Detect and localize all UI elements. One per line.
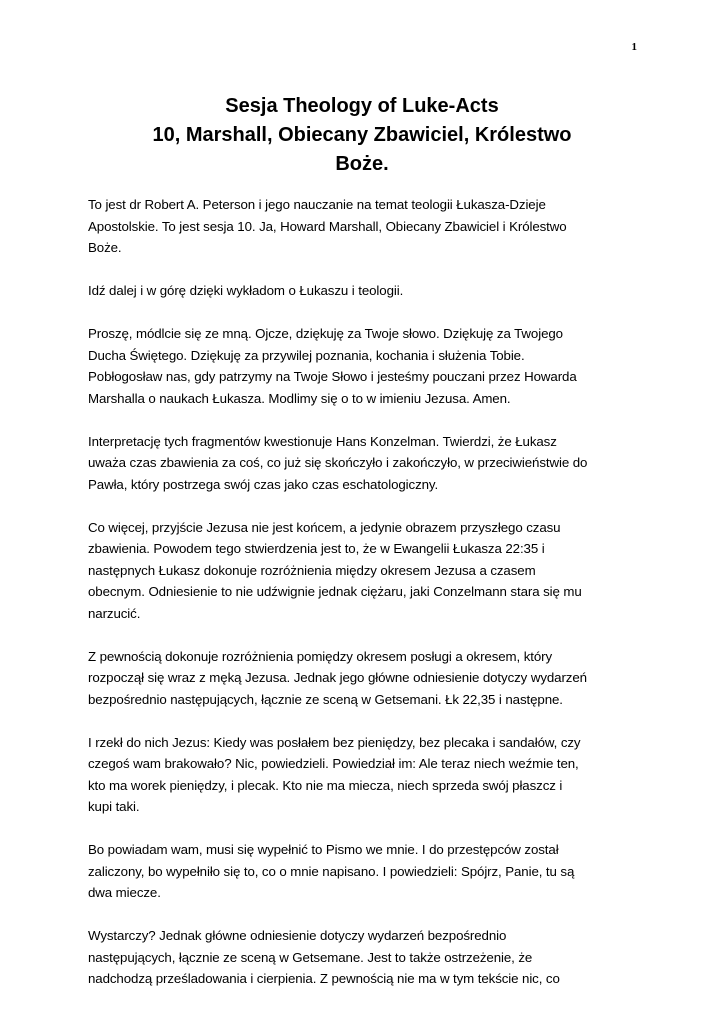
text-line: Co więcej, przyjście Jezusa nie jest końcem, a jedynie obrazem przyszłego czasu (88, 519, 561, 535)
text-line: bezpośrednio następujących, łącznie ze sceną w Getsemani. Łk 22,35 i następne. (88, 691, 563, 707)
document-title (80, 92, 644, 179)
text-line: Pobłogosław nas, gdy patrzymy na Twoje Słowo i jesteśmy pouczani przez Howarda (88, 369, 577, 384)
paragraph-coming-of-jesus (88, 517, 648, 625)
text-line: Wystarczy? Jednak główne odniesienie dotyczy wydarzeń bezpośrednio (88, 928, 507, 943)
text-line: I rzekł do nich Jezus: Kiedy was posłałem bez pieniędzy, bez plecaka i sandałów, czy (88, 734, 581, 750)
text-line: Boże. (88, 240, 122, 255)
text-line: nadchodzą prześladowania i cierpienia. Z pewnością nie ma w tym tekście nic, co (88, 971, 560, 986)
text-line: dwa miecze. (88, 885, 161, 900)
paragraph-jesus-said (88, 732, 648, 818)
paragraph-prayer (88, 323, 648, 409)
title-line: 10, Marshall, Obiecany Zbawiciel, Królestwo (152, 124, 572, 146)
text-line: rozpoczął się wraz z męką Jezusa. Jednak jego główne odniesienie dotyczy wydarzeń (88, 670, 587, 685)
title-line: Boże. (335, 153, 389, 175)
text-line: zaliczony, bo wypełniło się to, co o mnie napisano. I powiedzieli: Spójrz, Panie, tu są (88, 863, 575, 879)
paragraph-enough (88, 925, 648, 990)
text-line: następnych Łukasz dokonuje rozróżnienia między okresem Jezusa a czasem (88, 562, 536, 578)
text-line: uważa czas zbawienia za coś, co już się skończyło i zakończyło, w przeciwieństwie do (88, 455, 588, 470)
text-line: Ducha Świętego. Dziękuję za przywilej poznania, kochania i służenia Tobie. (88, 347, 525, 363)
document-body (88, 194, 648, 1011)
text-line: kupi taki. (88, 799, 140, 814)
paragraph-scripture (88, 839, 648, 904)
text-line: Bo powiadam wam, musi się wypełnić to Pismo we mnie. I do przestępców został (88, 842, 559, 857)
page-number: 1 (631, 41, 637, 53)
text-line: To jest dr Robert A. Peterson i jego nauczanie na temat teologii Łukasza-Dzieje (88, 197, 546, 212)
text-line: Interpretację tych fragmentów kwestionuje Hans Konzelman. Twierdzi, że Łukasz (88, 433, 557, 449)
text-line: kto ma worek pieniędzy, i plecak. Kto nie ma miecza, niech sprzeda swój płaszcz i (88, 777, 563, 793)
text-line: Apostolskie. To jest sesja 10. Ja, Howard Marshall, Obiecany Zbawiciel i Królestwo (88, 218, 567, 234)
text-line: Proszę, módlcie się ze mną. Ojcze, dziękuję za Twoje słowo. Dziękuję za Twojego (88, 326, 563, 341)
text-line: zbawienia. Powodem tego stwierdzenia jest to, że w Ewangelii Łukasza 22:35 i (88, 541, 545, 556)
paragraph-distinction (88, 646, 648, 711)
text-line: Idź dalej i w górę dzięki wykładom o Łukaszu i teologii. (88, 283, 404, 298)
paragraph-continue (88, 280, 648, 302)
text-line: czegoś wam brakowało? Nic, powiedzieli. Powiedział im: Ale teraz niech weźmie ten, (88, 756, 579, 771)
title-line: Sesja Theology of Luke-Acts (225, 95, 499, 117)
text-line: Z pewnością dokonuje rozróżnienia pomiędzy okresem posługi a okresem, który (88, 648, 553, 664)
text-line: Marshalla o naukach Łukasza. Modlimy się o to w imieniu Jezusa. Amen. (88, 390, 511, 406)
text-line: następujących, łącznie ze sceną w Getsemane. Jest to także ostrzeżenie, że (88, 949, 533, 965)
paragraph-konzelman (88, 431, 648, 496)
text-line: obecnym. Odniesienie to nie udźwignie jednak ciężaru, jaki Conzelmann stara się mu (88, 584, 582, 599)
text-line: narzucić. (88, 605, 141, 621)
paragraph-intro (88, 194, 648, 259)
text-line: Pawła, który postrzega swój czas jako czas eschatologiczny. (88, 476, 439, 492)
